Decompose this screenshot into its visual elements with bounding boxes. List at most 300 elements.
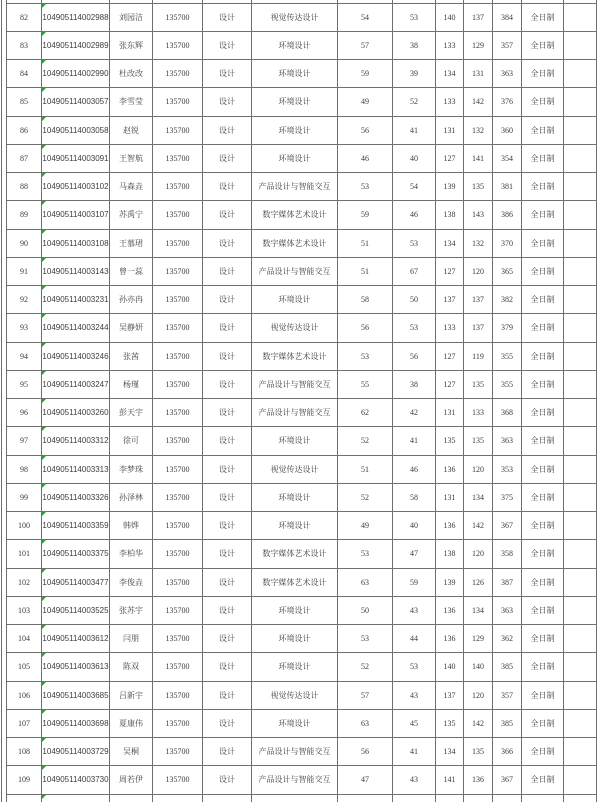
cell-specialization[interactable]: 环境设计 bbox=[252, 709, 338, 737]
cell-blank[interactable] bbox=[564, 653, 597, 681]
cell-major-code[interactable]: 135700 bbox=[153, 653, 203, 681]
cell-name[interactable]: 闫朋 bbox=[110, 625, 153, 653]
cell-row-number[interactable]: 101 bbox=[7, 540, 42, 568]
cell-row-number[interactable]: 91 bbox=[7, 257, 42, 285]
cell-name[interactable]: 王慕珺 bbox=[110, 229, 153, 257]
cell-row-number[interactable]: 100 bbox=[7, 512, 42, 540]
cell-category[interactable]: 设计 bbox=[203, 229, 252, 257]
cell-major-code[interactable]: 135700 bbox=[153, 427, 203, 455]
cell-score-4[interactable]: 135 bbox=[464, 427, 493, 455]
cell-blank[interactable] bbox=[564, 144, 597, 172]
cell-category[interactable]: 设计 bbox=[203, 31, 252, 59]
cell-score-1[interactable]: 62 bbox=[338, 399, 393, 427]
cell-category[interactable]: 设计 bbox=[203, 681, 252, 709]
cell-category[interactable]: 设计 bbox=[203, 427, 252, 455]
cell-blank[interactable] bbox=[564, 399, 597, 427]
cell-score-4[interactable]: 120 bbox=[464, 681, 493, 709]
cell-total-score[interactable]: 358 bbox=[493, 540, 522, 568]
cell-score-1[interactable]: 63 bbox=[338, 709, 393, 737]
cell-score-1[interactable]: 59 bbox=[338, 201, 393, 229]
cell-specialization[interactable]: 环境设计 bbox=[252, 653, 338, 681]
cell-major-code[interactable]: 135700 bbox=[153, 88, 203, 116]
cell-major-code[interactable]: 135700 bbox=[153, 3, 203, 31]
cell-candidate-id[interactable]: 104905114003525 bbox=[42, 596, 110, 624]
cell-major-code[interactable]: 135700 bbox=[153, 709, 203, 737]
cell-score-2[interactable]: 46 bbox=[393, 201, 436, 229]
cell-score-1[interactable]: 63 bbox=[338, 568, 393, 596]
cell-name[interactable]: 孙泽林 bbox=[110, 483, 153, 511]
cell-total-score[interactable]: 385 bbox=[493, 709, 522, 737]
cell-specialization[interactable]: 数字媒体艺术设计 bbox=[252, 201, 338, 229]
cell-row-number[interactable]: 87 bbox=[7, 144, 42, 172]
cell-major-code[interactable]: 135700 bbox=[153, 738, 203, 766]
cell-row-number[interactable]: 109 bbox=[7, 766, 42, 794]
cell-study-mode[interactable]: 全日制 bbox=[522, 201, 564, 229]
cell-major-code[interactable]: 135700 bbox=[153, 625, 203, 653]
cell-score-3[interactable]: 140 bbox=[436, 3, 464, 31]
cell-score-3[interactable]: 131 bbox=[436, 483, 464, 511]
cell-score-4[interactable]: 143 bbox=[464, 201, 493, 229]
cell-category[interactable]: 设计 bbox=[203, 596, 252, 624]
cell-major-code[interactable] bbox=[153, 794, 203, 802]
cell-name[interactable]: 曾一蕊 bbox=[110, 257, 153, 285]
cell-row-number[interactable]: 108 bbox=[7, 738, 42, 766]
cell-score-3[interactable]: 136 bbox=[436, 512, 464, 540]
cell-category[interactable]: 设计 bbox=[203, 342, 252, 370]
cell-score-1[interactable]: 53 bbox=[338, 173, 393, 201]
cell-name[interactable]: 马森垚 bbox=[110, 173, 153, 201]
cell-study-mode[interactable] bbox=[522, 794, 564, 802]
cell-blank[interactable] bbox=[564, 314, 597, 342]
cell-candidate-id[interactable]: 104905114003247 bbox=[42, 370, 110, 398]
cell-category[interactable]: 设计 bbox=[203, 370, 252, 398]
cell-score-3[interactable]: 127 bbox=[436, 370, 464, 398]
cell-score-1[interactable]: 49 bbox=[338, 512, 393, 540]
cell-category[interactable]: 设计 bbox=[203, 144, 252, 172]
cell-specialization[interactable]: 环境设计 bbox=[252, 116, 338, 144]
cell-blank[interactable] bbox=[564, 427, 597, 455]
cell-row-number[interactable]: 99 bbox=[7, 483, 42, 511]
cell-specialization[interactable]: 产品设计与智能交互 bbox=[252, 257, 338, 285]
cell-score-2[interactable] bbox=[393, 794, 436, 802]
cell-total-score[interactable]: 355 bbox=[493, 370, 522, 398]
cell-score-4[interactable]: 137 bbox=[464, 3, 493, 31]
cell-name[interactable]: 李梦珠 bbox=[110, 455, 153, 483]
cell-study-mode[interactable]: 全日制 bbox=[522, 709, 564, 737]
cell-candidate-id[interactable]: 104905114003685 bbox=[42, 681, 110, 709]
cell-score-3[interactable]: 133 bbox=[436, 314, 464, 342]
cell-specialization[interactable]: 产品设计与智能交互 bbox=[252, 370, 338, 398]
cell-study-mode[interactable]: 全日制 bbox=[522, 31, 564, 59]
cell-candidate-id[interactable]: 104905114003612 bbox=[42, 625, 110, 653]
cell-specialization[interactable]: 数字媒体艺术设计 bbox=[252, 229, 338, 257]
cell-score-2[interactable]: 43 bbox=[393, 681, 436, 709]
cell-score-1[interactable]: 59 bbox=[338, 60, 393, 88]
cell-blank[interactable] bbox=[564, 483, 597, 511]
cell-score-4[interactable]: 136 bbox=[464, 766, 493, 794]
cell-score-4[interactable]: 135 bbox=[464, 173, 493, 201]
cell-row-number[interactable]: 88 bbox=[7, 173, 42, 201]
cell-score-4[interactable]: 142 bbox=[464, 709, 493, 737]
cell-score-4[interactable]: 120 bbox=[464, 455, 493, 483]
cell-score-1[interactable]: 49 bbox=[338, 88, 393, 116]
cell-name[interactable]: 张苏宇 bbox=[110, 596, 153, 624]
cell-specialization[interactable]: 环境设计 bbox=[252, 88, 338, 116]
cell-score-3[interactable]: 127 bbox=[436, 342, 464, 370]
cell-score-1[interactable]: 56 bbox=[338, 314, 393, 342]
cell-score-3[interactable]: 134 bbox=[436, 60, 464, 88]
cell-major-code[interactable]: 135700 bbox=[153, 455, 203, 483]
cell-study-mode[interactable]: 全日制 bbox=[522, 88, 564, 116]
cell-row-number[interactable]: 94 bbox=[7, 342, 42, 370]
cell-category[interactable]: 设计 bbox=[203, 738, 252, 766]
cell-total-score[interactable]: 357 bbox=[493, 681, 522, 709]
cell-major-code[interactable]: 135700 bbox=[153, 144, 203, 172]
cell-candidate-id[interactable]: 104905114003246 bbox=[42, 342, 110, 370]
cell-study-mode[interactable]: 全日制 bbox=[522, 483, 564, 511]
cell-score-3[interactable]: 134 bbox=[436, 229, 464, 257]
cell-candidate-id[interactable]: 104905114003231 bbox=[42, 286, 110, 314]
cell-study-mode[interactable]: 全日制 bbox=[522, 173, 564, 201]
cell-score-1[interactable]: 57 bbox=[338, 681, 393, 709]
cell-score-2[interactable]: 38 bbox=[393, 31, 436, 59]
cell-row-number[interactable]: 97 bbox=[7, 427, 42, 455]
cell-candidate-id[interactable]: 104905114003313 bbox=[42, 455, 110, 483]
cell-score-3[interactable]: 137 bbox=[436, 681, 464, 709]
cell-study-mode[interactable]: 全日制 bbox=[522, 399, 564, 427]
cell-total-score[interactable]: 370 bbox=[493, 229, 522, 257]
cell-candidate-id[interactable]: 104905114003375 bbox=[42, 540, 110, 568]
cell-major-code[interactable]: 135700 bbox=[153, 483, 203, 511]
cell-blank[interactable] bbox=[564, 512, 597, 540]
cell-total-score[interactable]: 365 bbox=[493, 257, 522, 285]
cell-score-3[interactable]: 137 bbox=[436, 286, 464, 314]
cell-score-1[interactable]: 52 bbox=[338, 653, 393, 681]
cell-study-mode[interactable]: 全日制 bbox=[522, 257, 564, 285]
cell-study-mode[interactable]: 全日制 bbox=[522, 229, 564, 257]
cell-score-2[interactable]: 43 bbox=[393, 766, 436, 794]
cell-total-score[interactable]: 360 bbox=[493, 116, 522, 144]
cell-category[interactable]: 设计 bbox=[203, 766, 252, 794]
cell-score-3[interactable]: 134 bbox=[436, 738, 464, 766]
cell-score-4[interactable]: 131 bbox=[464, 60, 493, 88]
cell-category[interactable]: 设计 bbox=[203, 201, 252, 229]
cell-score-1[interactable]: 52 bbox=[338, 427, 393, 455]
cell-name[interactable]: 王智航 bbox=[110, 144, 153, 172]
cell-score-4[interactable]: 132 bbox=[464, 229, 493, 257]
cell-score-4[interactable] bbox=[464, 794, 493, 802]
cell-category[interactable]: 设计 bbox=[203, 173, 252, 201]
cell-row-number[interactable]: 85 bbox=[7, 88, 42, 116]
cell-specialization[interactable]: 视觉传达设计 bbox=[252, 455, 338, 483]
cell-specialization[interactable]: 环境设计 bbox=[252, 625, 338, 653]
cell-major-code[interactable]: 135700 bbox=[153, 60, 203, 88]
cell-candidate-id[interactable]: 104905114002989 bbox=[42, 31, 110, 59]
cell-major-code[interactable]: 135700 bbox=[153, 370, 203, 398]
cell-name[interactable]: 李俊垚 bbox=[110, 568, 153, 596]
cell-specialization[interactable]: 环境设计 bbox=[252, 31, 338, 59]
cell-study-mode[interactable]: 全日制 bbox=[522, 455, 564, 483]
cell-blank[interactable] bbox=[564, 60, 597, 88]
cell-category[interactable]: 设计 bbox=[203, 512, 252, 540]
cell-study-mode[interactable]: 全日制 bbox=[522, 427, 564, 455]
cell-candidate-id[interactable]: 104905114003091 bbox=[42, 144, 110, 172]
cell-major-code[interactable]: 135700 bbox=[153, 31, 203, 59]
cell-score-3[interactable]: 139 bbox=[436, 173, 464, 201]
cell-score-3[interactable]: 136 bbox=[436, 625, 464, 653]
cell-score-1[interactable]: 56 bbox=[338, 738, 393, 766]
cell-major-code[interactable]: 135700 bbox=[153, 568, 203, 596]
cell-blank[interactable] bbox=[564, 709, 597, 737]
cell-candidate-id[interactable]: 104905114003729 bbox=[42, 738, 110, 766]
cell-score-4[interactable]: 133 bbox=[464, 399, 493, 427]
cell-score-1[interactable]: 55 bbox=[338, 370, 393, 398]
cell-specialization[interactable]: 数字媒体艺术设计 bbox=[252, 540, 338, 568]
cell-total-score[interactable]: 381 bbox=[493, 173, 522, 201]
cell-candidate-id[interactable]: 104905114003359 bbox=[42, 512, 110, 540]
cell-study-mode[interactable]: 全日制 bbox=[522, 286, 564, 314]
cell-major-code[interactable]: 135700 bbox=[153, 201, 203, 229]
cell-candidate-id[interactable]: 104905114003698 bbox=[42, 709, 110, 737]
cell-specialization[interactable]: 环境设计 bbox=[252, 144, 338, 172]
cell-study-mode[interactable]: 全日制 bbox=[522, 370, 564, 398]
cell-score-1[interactable]: 53 bbox=[338, 342, 393, 370]
cell-total-score[interactable]: 385 bbox=[493, 653, 522, 681]
cell-major-code[interactable]: 135700 bbox=[153, 116, 203, 144]
cell-major-code[interactable]: 135700 bbox=[153, 766, 203, 794]
cell-score-1[interactable]: 58 bbox=[338, 286, 393, 314]
cell-name[interactable]: 张茜 bbox=[110, 342, 153, 370]
cell-study-mode[interactable]: 全日制 bbox=[522, 3, 564, 31]
cell-total-score[interactable]: 363 bbox=[493, 427, 522, 455]
cell-major-code[interactable]: 135700 bbox=[153, 314, 203, 342]
cell-score-4[interactable]: 142 bbox=[464, 88, 493, 116]
cell-study-mode[interactable]: 全日制 bbox=[522, 568, 564, 596]
cell-score-4[interactable]: 129 bbox=[464, 625, 493, 653]
cell-specialization[interactable]: 产品设计与智能交互 bbox=[252, 766, 338, 794]
cell-total-score[interactable]: 367 bbox=[493, 766, 522, 794]
cell-category[interactable]: 设计 bbox=[203, 483, 252, 511]
cell-category[interactable]: 设计 bbox=[203, 314, 252, 342]
cell-name[interactable]: 韩烨 bbox=[110, 512, 153, 540]
cell-candidate-id[interactable] bbox=[42, 794, 110, 802]
cell-score-3[interactable]: 127 bbox=[436, 257, 464, 285]
cell-specialization[interactable]: 视觉传达设计 bbox=[252, 314, 338, 342]
cell-score-2[interactable]: 67 bbox=[393, 257, 436, 285]
cell-major-code[interactable]: 135700 bbox=[153, 342, 203, 370]
cell-score-4[interactable]: 120 bbox=[464, 540, 493, 568]
cell-name[interactable]: 吴静妍 bbox=[110, 314, 153, 342]
cell-score-2[interactable]: 47 bbox=[393, 540, 436, 568]
cell-total-score[interactable]: 384 bbox=[493, 3, 522, 31]
cell-blank[interactable] bbox=[564, 455, 597, 483]
cell-blank[interactable] bbox=[564, 596, 597, 624]
cell-row-number[interactable]: 98 bbox=[7, 455, 42, 483]
cell-score-4[interactable]: 137 bbox=[464, 314, 493, 342]
cell-name[interactable]: 徐可 bbox=[110, 427, 153, 455]
cell-score-2[interactable]: 46 bbox=[393, 455, 436, 483]
cell-score-3[interactable]: 141 bbox=[436, 766, 464, 794]
cell-candidate-id[interactable]: 104905114003058 bbox=[42, 116, 110, 144]
cell-total-score[interactable]: 376 bbox=[493, 88, 522, 116]
cell-category[interactable]: 设计 bbox=[203, 3, 252, 31]
cell-category[interactable]: 设计 bbox=[203, 540, 252, 568]
cell-blank[interactable] bbox=[564, 257, 597, 285]
cell-score-2[interactable]: 38 bbox=[393, 370, 436, 398]
cell-major-code[interactable]: 135700 bbox=[153, 596, 203, 624]
cell-name[interactable]: 李雪莹 bbox=[110, 88, 153, 116]
cell-study-mode[interactable]: 全日制 bbox=[522, 342, 564, 370]
cell-total-score[interactable]: 353 bbox=[493, 455, 522, 483]
cell-major-code[interactable]: 135700 bbox=[153, 173, 203, 201]
cell-major-code[interactable]: 135700 bbox=[153, 286, 203, 314]
cell-name[interactable]: 张东辉 bbox=[110, 31, 153, 59]
cell-blank[interactable] bbox=[564, 286, 597, 314]
cell-major-code[interactable]: 135700 bbox=[153, 540, 203, 568]
cell-category[interactable] bbox=[203, 794, 252, 802]
cell-study-mode[interactable]: 全日制 bbox=[522, 653, 564, 681]
cell-score-4[interactable]: 126 bbox=[464, 568, 493, 596]
cell-specialization[interactable]: 环境设计 bbox=[252, 427, 338, 455]
cell-specialization[interactable]: 产品设计与智能交互 bbox=[252, 173, 338, 201]
cell-category[interactable]: 设计 bbox=[203, 60, 252, 88]
cell-name[interactable]: 孙亦冉 bbox=[110, 286, 153, 314]
cell-study-mode[interactable]: 全日制 bbox=[522, 116, 564, 144]
cell-score-1[interactable]: 52 bbox=[338, 483, 393, 511]
cell-name[interactable]: 刘园洁 bbox=[110, 3, 153, 31]
cell-candidate-id[interactable]: 104905114003260 bbox=[42, 399, 110, 427]
cell-blank[interactable] bbox=[564, 625, 597, 653]
cell-candidate-id[interactable]: 104905114003107 bbox=[42, 201, 110, 229]
cell-name[interactable]: 吴桐 bbox=[110, 738, 153, 766]
cell-candidate-id[interactable]: 104905114003326 bbox=[42, 483, 110, 511]
cell-score-3[interactable]: 135 bbox=[436, 709, 464, 737]
cell-score-1[interactable] bbox=[338, 794, 393, 802]
cell-score-2[interactable]: 53 bbox=[393, 653, 436, 681]
cell-category[interactable]: 设计 bbox=[203, 709, 252, 737]
cell-total-score[interactable]: 375 bbox=[493, 483, 522, 511]
cell-specialization[interactable]: 环境设计 bbox=[252, 483, 338, 511]
cell-score-2[interactable]: 52 bbox=[393, 88, 436, 116]
cell-score-2[interactable]: 41 bbox=[393, 116, 436, 144]
cell-row-number[interactable]: 89 bbox=[7, 201, 42, 229]
cell-score-2[interactable]: 53 bbox=[393, 314, 436, 342]
cell-name[interactable]: 苏禹宁 bbox=[110, 201, 153, 229]
cell-row-number[interactable]: 82 bbox=[7, 3, 42, 31]
cell-score-3[interactable]: 133 bbox=[436, 31, 464, 59]
cell-specialization[interactable]: 数字媒体艺术设计 bbox=[252, 568, 338, 596]
cell-score-3[interactable]: 135 bbox=[436, 427, 464, 455]
cell-score-1[interactable]: 54 bbox=[338, 3, 393, 31]
cell-name[interactable] bbox=[110, 794, 153, 802]
cell-score-2[interactable]: 42 bbox=[393, 399, 436, 427]
cell-total-score[interactable]: 382 bbox=[493, 286, 522, 314]
cell-candidate-id[interactable]: 104905114003244 bbox=[42, 314, 110, 342]
cell-category[interactable]: 设计 bbox=[203, 286, 252, 314]
cell-blank[interactable] bbox=[564, 681, 597, 709]
cell-row-number[interactable]: 105 bbox=[7, 653, 42, 681]
cell-study-mode[interactable]: 全日制 bbox=[522, 738, 564, 766]
cell-score-1[interactable]: 46 bbox=[338, 144, 393, 172]
cell-total-score[interactable]: 363 bbox=[493, 60, 522, 88]
cell-candidate-id[interactable]: 104905114003108 bbox=[42, 229, 110, 257]
cell-score-3[interactable]: 131 bbox=[436, 116, 464, 144]
cell-total-score[interactable]: 366 bbox=[493, 738, 522, 766]
cell-row-number[interactable] bbox=[7, 794, 42, 802]
cell-row-number[interactable]: 83 bbox=[7, 31, 42, 59]
cell-score-4[interactable]: 141 bbox=[464, 144, 493, 172]
cell-name[interactable]: 赵锐 bbox=[110, 116, 153, 144]
cell-blank[interactable] bbox=[564, 540, 597, 568]
cell-specialization[interactable]: 环境设计 bbox=[252, 512, 338, 540]
cell-name[interactable]: 彭天宇 bbox=[110, 399, 153, 427]
cell-score-2[interactable]: 43 bbox=[393, 596, 436, 624]
cell-score-2[interactable]: 41 bbox=[393, 738, 436, 766]
cell-specialization[interactable]: 环境设计 bbox=[252, 596, 338, 624]
cell-row-number[interactable]: 107 bbox=[7, 709, 42, 737]
cell-row-number[interactable]: 86 bbox=[7, 116, 42, 144]
cell-name[interactable]: 吕新宇 bbox=[110, 681, 153, 709]
cell-specialization[interactable]: 视觉传达设计 bbox=[252, 3, 338, 31]
cell-score-3[interactable]: 133 bbox=[436, 88, 464, 116]
cell-score-3[interactable]: 138 bbox=[436, 201, 464, 229]
cell-name[interactable]: 周若伊 bbox=[110, 766, 153, 794]
cell-blank[interactable] bbox=[564, 568, 597, 596]
cell-candidate-id[interactable]: 104905114003057 bbox=[42, 88, 110, 116]
cell-row-number[interactable]: 93 bbox=[7, 314, 42, 342]
cell-total-score[interactable]: 368 bbox=[493, 399, 522, 427]
cell-blank[interactable] bbox=[564, 116, 597, 144]
cell-candidate-id[interactable]: 104905114003613 bbox=[42, 653, 110, 681]
cell-specialization[interactable] bbox=[252, 794, 338, 802]
cell-category[interactable]: 设计 bbox=[203, 455, 252, 483]
cell-score-2[interactable]: 40 bbox=[393, 144, 436, 172]
cell-blank[interactable] bbox=[564, 3, 597, 31]
cell-score-3[interactable]: 138 bbox=[436, 540, 464, 568]
cell-specialization[interactable]: 环境设计 bbox=[252, 286, 338, 314]
cell-row-number[interactable]: 104 bbox=[7, 625, 42, 653]
cell-score-1[interactable]: 51 bbox=[338, 257, 393, 285]
cell-category[interactable]: 设计 bbox=[203, 653, 252, 681]
cell-score-3[interactable] bbox=[436, 794, 464, 802]
cell-score-2[interactable]: 59 bbox=[393, 568, 436, 596]
cell-category[interactable]: 设计 bbox=[203, 568, 252, 596]
cell-score-1[interactable]: 53 bbox=[338, 540, 393, 568]
cell-category[interactable]: 设计 bbox=[203, 399, 252, 427]
cell-name[interactable]: 李柏华 bbox=[110, 540, 153, 568]
cell-score-2[interactable]: 39 bbox=[393, 60, 436, 88]
cell-major-code[interactable]: 135700 bbox=[153, 512, 203, 540]
cell-total-score[interactable]: 355 bbox=[493, 342, 522, 370]
cell-blank[interactable] bbox=[564, 794, 597, 802]
cell-score-4[interactable]: 134 bbox=[464, 483, 493, 511]
cell-name[interactable]: 杜改改 bbox=[110, 60, 153, 88]
cell-total-score[interactable]: 357 bbox=[493, 31, 522, 59]
cell-major-code[interactable]: 135700 bbox=[153, 399, 203, 427]
cell-specialization[interactable]: 产品设计与智能交互 bbox=[252, 738, 338, 766]
cell-blank[interactable] bbox=[564, 31, 597, 59]
cell-major-code[interactable]: 135700 bbox=[153, 681, 203, 709]
cell-score-2[interactable]: 40 bbox=[393, 512, 436, 540]
cell-row-number[interactable]: 90 bbox=[7, 229, 42, 257]
cell-row-number[interactable]: 102 bbox=[7, 568, 42, 596]
cell-score-2[interactable]: 56 bbox=[393, 342, 436, 370]
cell-score-2[interactable]: 41 bbox=[393, 427, 436, 455]
cell-blank[interactable] bbox=[564, 342, 597, 370]
cell-blank[interactable] bbox=[564, 88, 597, 116]
cell-study-mode[interactable]: 全日制 bbox=[522, 681, 564, 709]
cell-score-4[interactable]: 132 bbox=[464, 116, 493, 144]
